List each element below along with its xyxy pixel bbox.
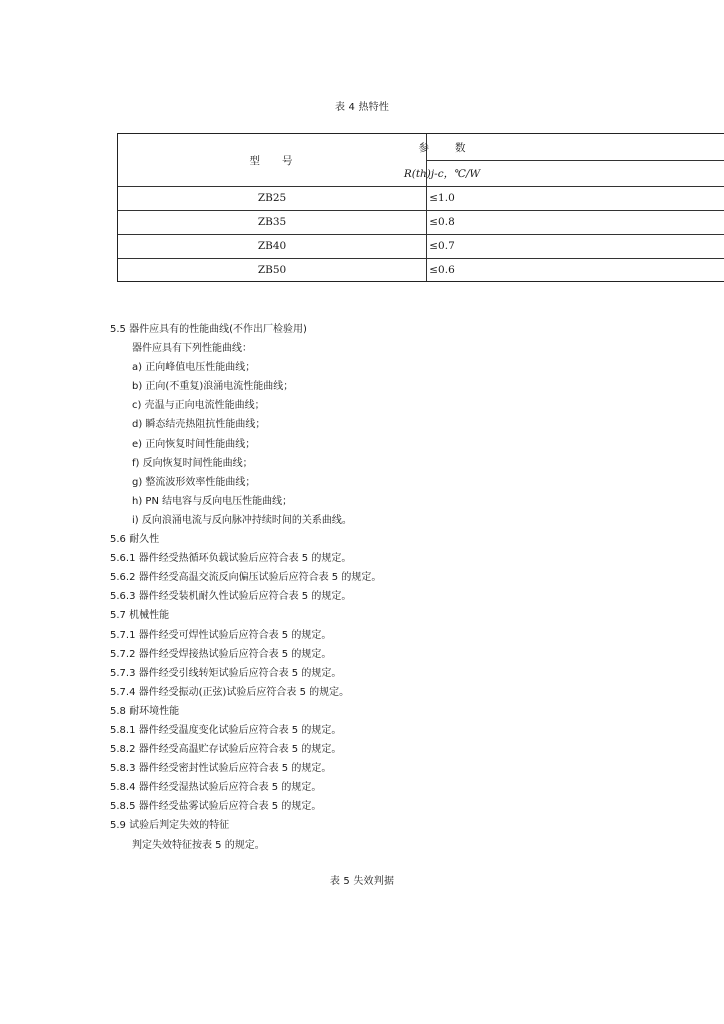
list-item: g) 整流波形效率性能曲线； <box>132 476 256 488</box>
clause: 5.8.3 器件经受密封性试验后应符合表 5 的规定。 <box>110 763 332 775</box>
paragraph: 判定失效特征按表 5 的规定。 <box>132 839 265 851</box>
table-cell-value: ≤0.7 <box>429 240 455 252</box>
list-item: a) 正向峰值电压性能曲线； <box>132 362 256 374</box>
section-heading: 5.8 耐环境性能 <box>110 705 180 717</box>
table-cell-model: ZB35 <box>257 216 287 228</box>
table-cell-model: ZB40 <box>257 240 287 252</box>
list-item: e) 正向恢复时间性能曲线； <box>132 438 256 450</box>
section-body-text <box>110 320 710 855</box>
table-cell-model: ZB25 <box>257 192 287 204</box>
header-params <box>418 134 724 160</box>
section-heading: 5.6 耐久性 <box>110 534 160 546</box>
list-item: i) 反向浪涌电流与反向脉冲持续时间的关系曲线。 <box>132 514 352 526</box>
paragraph: 器件应具有下列性能曲线： <box>132 343 252 355</box>
clause: 5.6.3 器件经受装机耐久性试验后应符合表 5 的规定。 <box>110 591 352 603</box>
header-model-label: 型号 <box>249 154 315 167</box>
header-params-label: 参数 <box>418 141 492 154</box>
clause: 5.6.2 器件经受高温交流反向偏压试验后应符合表 5 的规定。 <box>110 572 382 584</box>
list-item: h) PN 结电容与反向电压性能曲线； <box>132 495 293 507</box>
section-heading: 5.7 机械性能 <box>110 610 170 622</box>
table-cell-value: ≤1.0 <box>429 192 455 204</box>
table5-caption: 表 5 失效判据 <box>329 876 395 887</box>
clause: 5.7.3 器件经受引线转矩试验后应符合表 5 的规定。 <box>110 667 342 679</box>
clause: 5.6.1 器件经受热循环负载试验后应符合表 5 的规定。 <box>110 553 352 565</box>
table-cell-model: ZB50 <box>257 264 287 276</box>
table-cell-value: ≤0.8 <box>429 216 455 228</box>
clause: 5.7.4 器件经受振动(正弦)试验后应符合表 5 的规定。 <box>110 686 350 698</box>
section-heading: 5.5 器件应具有的性能曲线(不作出厂检验用) <box>110 324 307 335</box>
section-heading: 5.9 试验后判定失效的特征 <box>110 820 230 832</box>
clause: 5.8.4 器件经受湿热试验后应符合表 5 的规定。 <box>110 782 322 794</box>
clause: 5.8.1 器件经受温度变化试验后应符合表 5 的规定。 <box>110 724 342 736</box>
header-param-unit-label: R(th)j-c，℃/W <box>403 167 481 180</box>
header-model <box>118 134 426 186</box>
clause: 5.7.2 器件经受焊接热试验后应符合表 5 的规定。 <box>110 648 332 660</box>
list-item: d) 瞬态结壳热阻抗性能曲线； <box>132 419 266 431</box>
table4-caption: 表 4 热特性 <box>334 102 390 113</box>
clause: 5.7.1 器件经受可焊性试验后应符合表 5 的规定。 <box>110 629 332 641</box>
list-item: c) 壳温与正向电流性能曲线； <box>132 400 265 412</box>
header-param-unit <box>403 160 724 186</box>
list-item: b) 正向(不重复)浪涌电流性能曲线； <box>132 381 294 393</box>
thermal-characteristics-table <box>117 133 724 282</box>
clause: 5.8.2 器件经受高温贮存试验后应符合表 5 的规定。 <box>110 744 342 756</box>
list-item: f) 反向恢复时间性能曲线； <box>132 457 253 469</box>
clause: 5.8.5 器件经受盐雾试验后应符合表 5 的规定。 <box>110 801 322 813</box>
table-cell-value: ≤0.6 <box>429 264 455 276</box>
